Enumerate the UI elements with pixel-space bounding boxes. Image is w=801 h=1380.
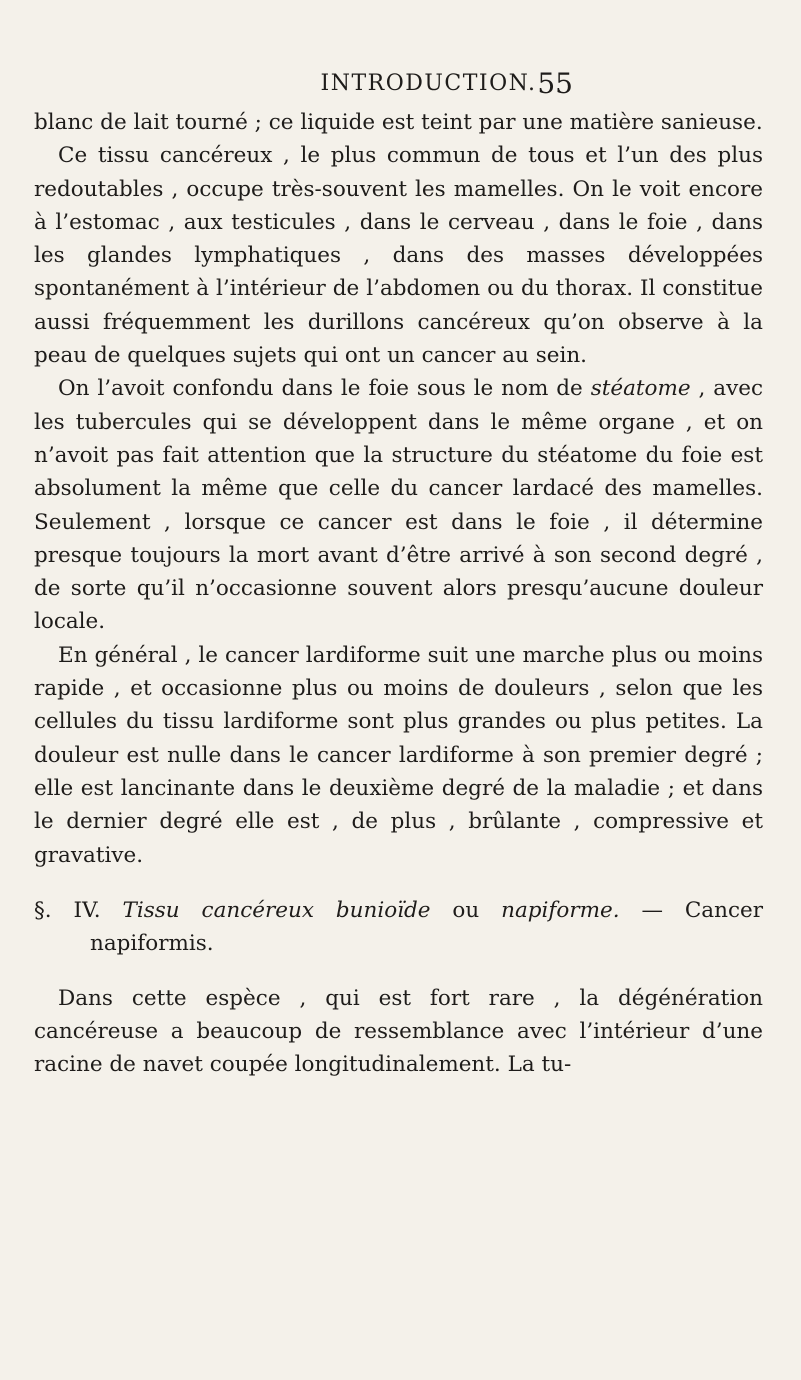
section-heading-line: [34, 894, 763, 927]
paragraph-steatome-end: , avec les tubercules qui se développent dans le même organe , et on n’avoit pas fait attention que la structure du stéatome du foie est absolument la même que celle du cancer lardacé des mamelles. Seulement , lorsque ce cancer est dans le foie , il détermine presque toujours la mort avant d’être arrivé à son second degré , de sorte qu’il n’occasionne souvent alors presqu’aucune douleur locale.: [34, 376, 764, 635]
term-steatome: stéatome: [590, 376, 691, 402]
section-heading: [34, 894, 763, 960]
section-title-latin: napiformis.: [90, 930, 214, 956]
paragraph-steatome: [34, 372, 763, 638]
section-title-or: ou: [430, 897, 502, 923]
paragraph-napiforme: Dans cette espèce , qui est fort rare , la dégénération cancéreuse a beaucoup de ressemblance avec l’intérieur d’une racine de navet coupée longitudinalement. La tu-: [34, 985, 763, 1078]
paragraph-steatome-start: On l’avoit confondu dans le foie sous le nom de: [58, 376, 591, 402]
running-title: INTRODUCTION.: [320, 71, 537, 96]
paragraph-lardiforme: En général , le cancer lardiforme suit une marche plus ou moins rapide , et occasionne plus ou moins de douleurs , selon que les cellules du tissu lardiforme sont plus grandes ou plus petites. La douleur est nulle dans le cancer lardiforme à son premier degré ; elle est lancinante dans le deuxième degré de la maladie ; et dans le dernier degré elle est , de plus , brûlante , compressive et gravative.: [34, 642, 763, 868]
paragraph-cancer-tissue: Ce tissu cancéreux , le plus commun de tous et l’un des plus redoutables , occupe très-souvent les mamelles. On le voit encore à l’estomac , aux testicules , dans le cerveau , dans le foie , dans les glandes lymphatiques , dans des masses développées spontanément à l’intérieur de l’abdomen ou du thorax. Il constitue aussi fréquemment les durillons cancéreux qu’on observe à la peau de quelques sujets qui ont un cancer au sein.: [34, 143, 763, 369]
paragraph-continuation: blanc de lait tourné ; ce liquide est teint par une matière sanieuse.: [34, 110, 763, 135]
page-number: 55: [537, 67, 573, 100]
section-title-italic: Tissu cancéreux bunioïde: [122, 897, 431, 923]
section-number: §. IV.: [34, 897, 101, 923]
section-title-dash: — Cancer: [619, 897, 764, 923]
running-head: [34, 62, 763, 106]
body-text: [34, 106, 763, 1082]
section-title-italic-2: napiforme.: [501, 897, 620, 923]
